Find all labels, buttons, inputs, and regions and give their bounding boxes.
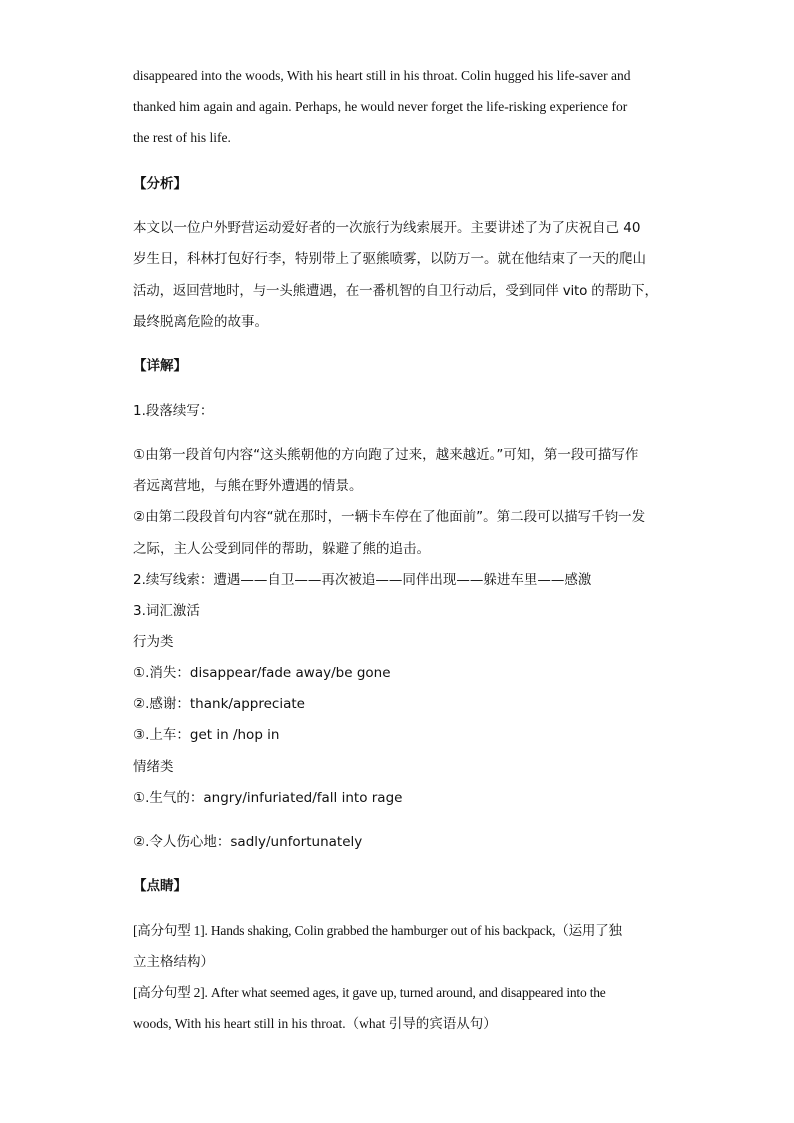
detail-item-3: 3.词汇激活 [133, 603, 200, 619]
detail-paragraph-2-line-2: 之际，主人公受到同伴的帮助，躲避了熊的追击。 [133, 541, 430, 557]
analysis-heading: 【分析】 [133, 176, 187, 192]
detail-item-2: 2.续写线索：遭遇——自卫——再次被追——同伴出现——躲进车里——感激 [133, 572, 592, 588]
highlight-sentence-2-line-1: [高分句型 2]. After what seemed ages, it gave up, turned around, and disappeared into the [133, 985, 606, 1000]
analysis-line-2: 岁生日，科林打包好行李，特别带上了驱熊喷雾，以防万一。就在他结束了一天的爬山 [133, 251, 646, 267]
emotion-label: 情绪类 [133, 759, 174, 775]
highlight-sentence-1-line-1: [高分句型 1]. Hands shaking, Colin grabbed the hamburger out of his backpack,（运用了独 [133, 923, 622, 938]
behavior-item-2: ②.感谢：thank/appreciate [133, 696, 305, 712]
emotion-item-1: ①.生气的：angry/infuriated/fall into rage [133, 790, 403, 806]
story-line-2: thanked him again and again. Perhaps, he would never forget the life-risking experience for [133, 99, 628, 114]
detail-paragraph-1-line-2: 者远离营地，与熊在野外遭遇的情景。 [133, 478, 363, 494]
behavior-item-1: ①.消失：disappear/fade away/be gone [133, 665, 391, 681]
analysis-line-1: 本文以一位户外野营运动爱好者的一次旅行为线索展开。主要讲述了为了庆祝自己 40 [133, 220, 641, 236]
analysis-line-3: 活动，返回营地时，与一头熊遭遇，在一番机智的自卫行动后，受到同伴 vito 的帮助下， [133, 283, 658, 299]
story-line-1: disappeared into the woods, With his heart still in his throat. Colin hugged his life-saver and [133, 68, 631, 83]
detail-heading: 【详解】 [133, 358, 187, 374]
behavior-item-3: ③.上车：get in /hop in [133, 727, 280, 743]
detail-paragraph-1-line-1: ①由第一段首句内容“这头熊朝他的方向跑了过来，越来越近。”可知，第一段可描写作 [133, 447, 639, 463]
detail-item-1: 1.段落续写： [133, 403, 214, 419]
emotion-item-2: ②.令人伤心地：sadly/unfortunately [133, 834, 363, 850]
highlight-sentence-2-line-2: woods, With his heart still in his throat.（what 引导的宾语从句） [133, 1016, 497, 1031]
detail-paragraph-2-line-1: ②由第二段段首句内容“就在那时，一辆卡车停在了他面前”。第二段可以描写千钧一发 [133, 509, 646, 525]
story-line-3: the rest of his life. [133, 130, 231, 145]
highlight-sentence-1-line-2: 立主格结构） [133, 954, 214, 970]
analysis-line-4: 最终脱离危险的故事。 [133, 314, 268, 330]
behavior-label: 行为类 [133, 634, 174, 650]
highlight-heading: 【点睛】 [133, 878, 187, 894]
